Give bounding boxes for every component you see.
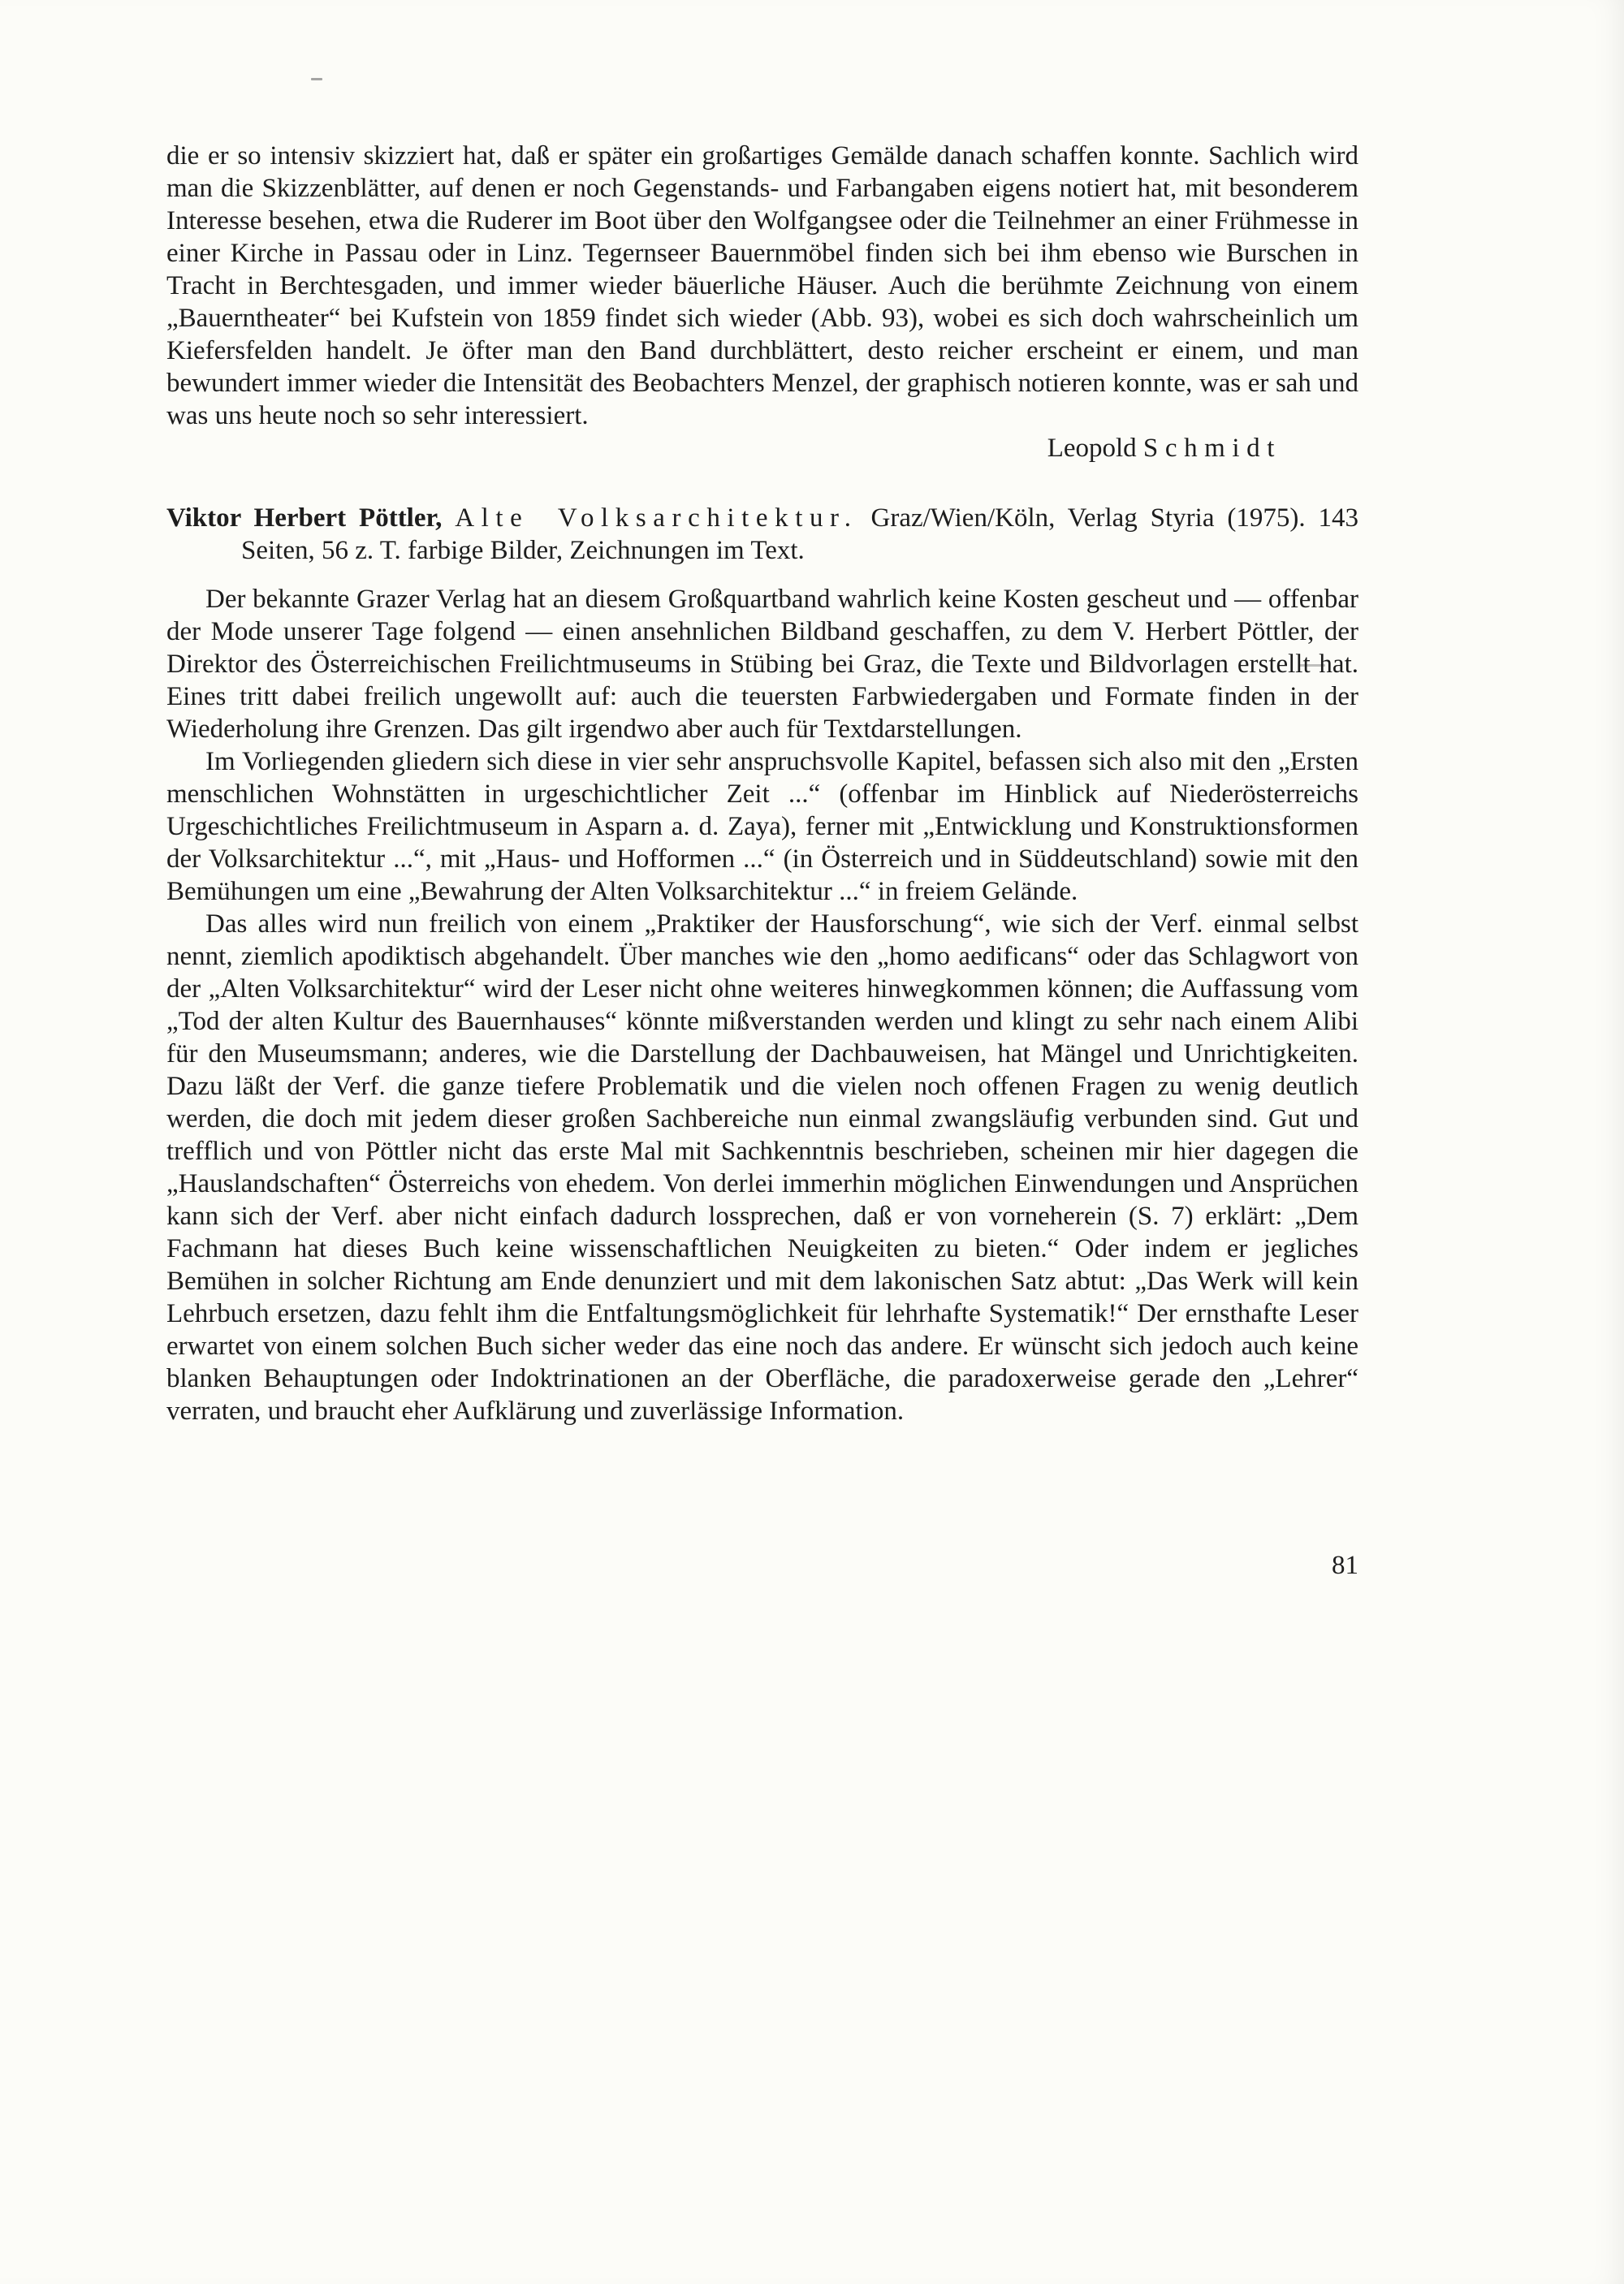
text-block	[166, 140, 1358, 1582]
review-imprint: Graz/Wien/Köln, Verlag Styria (1975). 143 Seiten, 56 z. T. farbige Bilder, Zeichnungen im Text.	[241, 503, 1358, 565]
page-number: 81	[1332, 1551, 1358, 1580]
review-heading	[166, 502, 1358, 567]
reviewer-first-name: Leopold	[1047, 434, 1137, 463]
review-author: Viktor Herbert Pöttler,	[166, 503, 443, 533]
scan-artifact-dash	[311, 78, 322, 80]
review-body-paragraph: Im Vorliegenden gliedern sich diese in vier sehr anspruchsvolle Kapitel, befassen sich also mit den „Ersten menschlichen Wohnstätten in urgeschichtlicher Zeit ...“ (offenbar im Hinblick auf Niederösterreichs Urgeschichtliches Freilichtmuseum in Asparn a. d. Zaya), ferner mit „Entwicklung und Konstruktionsformen der Volksarchitektur ...“, mit „Haus- und Hofformen ...“ (in Österreich und in Süddeutschland) sowie mit den Bemühungen um eine „Bewahrung der Alten Volksarchitektur ...“ in freiem Gelände.	[166, 747, 1358, 906]
review-book-title: Alte Volksarchitektur.	[455, 503, 858, 533]
menzel-review-continuation-paragraph: die er so intensiv skizziert hat, daß er später ein großartiges Gemälde danach schaffen konnte. Sachlich wird man die Skizzenblätter, auf denen er noch Gegenstands- und Farbangaben eigens notiert hat, mit besonderem Interesse besehen, etwa die Ruderer im Boot über den Wolfgangsee oder die Teilnehmer an einer Frühmesse in einer Kirche in Passau oder in Linz. Tegernseer Bauernmöbel finden sich bei ihm ebenso wie Burschen in Tracht in Berchtesgaden, und immer wieder bäuerliche Häuser. Auch die berühmte Zeichnung von einem „Bauerntheater“ bei Kufstein von 1859 findet sich wieder (Abb. 93), wobei es sich doch wahrscheinlich um Kiefersfelden handelt. Je öfter man den Band durchblättert, desto reicher erscheint er einem, und man bewundert immer wieder die Intensität des Beobachters Menzel, der graphisch notieren konnte, was er sah und was uns heute noch so sehr interessiert.	[166, 141, 1358, 430]
reviewer-last-name: Schmidt	[1142, 434, 1281, 463]
reviewer-signature	[166, 432, 1358, 464]
review-body-paragraph: Der bekannte Grazer Verlag hat an diesem Großquartband wahrlich keine Kosten gescheut und — offenbar der Mode unserer Tage folgend — einen ansehnlichen Bildband geschaffen, zu dem V. Herbert Pöttler, der Direktor des Österreichischen Freilichtmuseums in Stübing bei Graz, die Texte und Bildvorlagen erstellt hat. Eines tritt dabei freilich ungewollt auf: auch die teuersten Farbwiedergaben und Formate finden in der Wiederholung ihre Grenzen. Das gilt irgendwo aber auch für Textdarstellungen.	[166, 585, 1358, 744]
review-body-paragraph: Das alles wird nun freilich von einem „Praktiker der Hausforschung“, wie sich der Verf. einmal selbst nennt, ziemlich apodiktisch abgehandelt. Über manches wie den „homo aedificans“ oder das Schlagwort von der „Alten Volksarchitektur“ wird der Leser nicht ohne weiteres hinwegkommen können; die Auffassung vom „Tod der alten Kultur des Bauernhauses“ könnte mißverstanden werden und klingt zu sehr nach einem Alibi für den Museumsmann; anderes, wie die Darstellung der Dachbauweisen, hat Mängel und Unrichtigkeiten. Dazu läßt der Verf. die ganze tiefere Problematik und die vielen noch offenen Fragen zu wenig deutlich werden, die doch mit jedem dieser großen Sachbereiche nun einmal zwangsläufig verbunden sind. Gut und trefflich und von Pöttler nicht das erste Mal mit Sachkenntnis beschrieben, scheinen mir hier dagegen die „Hauslandschaften“ Österreichs von ehedem. Von derlei immerhin möglichen Einwendungen und Ansprüchen kann sich der Verf. aber nicht einfach dadurch lossprechen, daß er von vorneherein (S. 7) erklärt: „Dem Fachmann hat dieses Buch keine wissenschaftlichen Neuigkeiten zu bieten.“ Oder indem er jegliches Bemühen in solcher Richtung am Ende denunziert und mit dem lakonischen Satz abtut: „Das Werk will kein Lehrbuch ersetzen, dazu fehlt ihm die Entfaltungsmöglichkeit für lehrhafte Systematik!“ Der ernsthafte Leser erwartet von einem solchen Buch sicher weder das eine noch das andere. Er wünscht sich jedoch auch keine blanken Behauptungen oder Indoktrinationen an der Oberfläche, die paradoxerweise gerade den „Lehrer“ verraten, und braucht eher Aufklärung und zuverlässige Information.	[166, 909, 1358, 1426]
